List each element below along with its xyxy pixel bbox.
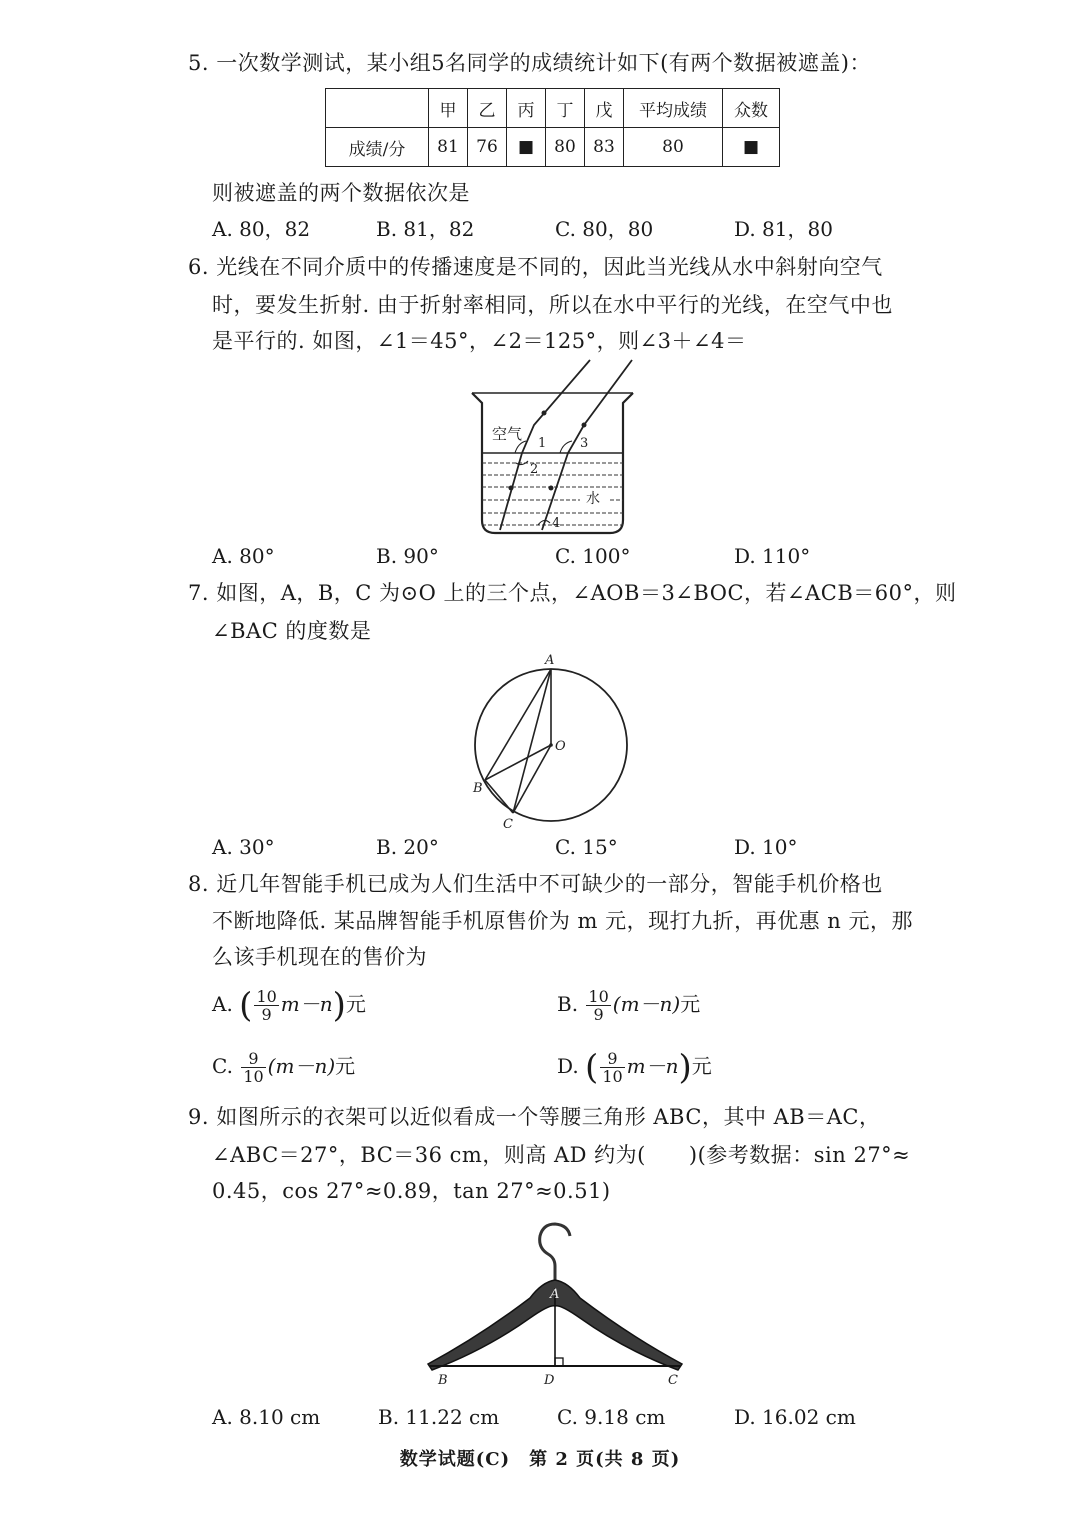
point-o-label: O [555,739,566,754]
point-a-label: A [545,653,555,668]
table-header-cell [326,89,429,128]
point-b-label: B [438,1373,448,1388]
q9-option-a: A. 8.10 cm [212,1405,321,1429]
q7-line-2: ∠BAC 的度数是 [212,619,372,643]
option-expression: (m－n) [267,1054,336,1078]
fraction-denominator: 9 [261,1005,272,1024]
q5-question: 则被遮盖的两个数据依次是 [212,181,470,205]
q5-option-d: D. 81，80 [734,217,833,241]
table-cell-masked: ■ [507,128,546,167]
q6-line-1: 6. 光线在不同介质中的传播速度是不同的，因此当光线从水中斜射向空气 [188,255,883,279]
q7-circle-figure [465,650,640,830]
angle-1-label: 1 [538,436,547,451]
option-letter: D. [557,1054,579,1078]
option-letter: C. [212,1054,233,1078]
q9-line-1: 9. 如图所示的衣架可以近似看成一个等腰三角形 ABC，其中 AB＝AC， [188,1105,881,1129]
fraction [600,1050,624,1085]
table-cell: 76 [468,128,507,167]
q7-line-1: 7. 如图，A，B，C 为⊙O 上的三个点，∠AOB＝3∠BOC，若∠ACB＝60°，则 [188,581,957,605]
q6-beaker-figure [460,355,650,545]
q8-option-d [557,1047,712,1088]
q9-line-2: ∠ABC＝27°，BC＝36 cm，则高 AD 约为( )(参考数据：sin 27°≈ [212,1143,911,1167]
fraction-denominator: 10 [243,1067,264,1086]
fraction-numerator: 9 [600,1050,624,1068]
fraction [241,1050,265,1085]
table-cell: 83 [585,128,624,167]
q5-stem: 5. 一次数学测试，某小组5名同学的成绩统计如下(有两个数据被遮盖)： [188,51,871,75]
option-unit: 元 [680,992,701,1016]
point-c-label: C [503,817,513,830]
table-cell: 80 [546,128,585,167]
fraction [586,988,610,1023]
angle-2-label: 2 [530,462,539,477]
fraction-denominator: 10 [602,1067,623,1086]
table-header-row [326,89,780,128]
q7-option-a: A. 30° [212,835,275,859]
table-header-cell: 戊 [585,89,624,128]
q6-option-b: B. 90° [376,544,439,568]
option-unit: 元 [691,1054,712,1078]
q9-hanger-figure [420,1218,690,1390]
q5-score-table [325,88,780,167]
fraction-numerator: 10 [256,987,277,1006]
q7-option-c: C. 15° [555,835,618,859]
table-cell-masked: ■ [723,128,780,167]
fraction-denominator: 9 [593,1005,604,1024]
q6-option-c: C. 100° [555,544,631,568]
q6-option-a: A. 80° [212,544,275,568]
fraction-numerator: 9 [241,1050,265,1068]
q5-option-c: C. 80，80 [555,217,654,241]
point-d-label: D [544,1373,555,1388]
option-letter: B. [557,992,579,1016]
option-expression: m－n [626,1054,679,1078]
angle-3-label: 3 [580,436,589,451]
q7-option-b: B. 20° [376,835,439,859]
table-row [326,128,780,167]
option-unit: 元 [335,1054,356,1078]
page-footer: 数学试题(C) 第 2 页(共 8 页) [399,1449,681,1470]
q9-option-b: B. 11.22 cm [378,1405,500,1429]
table-header-cell: 丙 [507,89,546,128]
paren-open: ( [585,1047,599,1088]
option-unit: 元 [345,992,366,1016]
table-header-cell: 甲 [429,89,468,128]
q6-line-3: 是平行的. 如图，∠1＝45°，∠2＝125°，则∠3＋∠4＝ [212,329,747,353]
table-header-cell: 众数 [723,89,780,128]
fraction [254,988,278,1023]
water-label: 水 [586,491,600,507]
option-letter: A. [212,992,233,1016]
q8-line-1: 8. 近几年智能手机已成为人们生活中不可缺少的一部分，智能手机价格也 [188,872,883,896]
q7-option-d: D. 10° [734,835,798,859]
q8-option-a [212,985,366,1026]
q8-option-c [212,1050,355,1085]
air-label: 空气 [492,425,523,443]
point-c-label: C [668,1373,678,1388]
option-expression: (m－n) [612,992,681,1016]
q9-option-c: C. 9.18 cm [557,1405,666,1429]
point-a-label: A [550,1287,560,1302]
table-row-label: 成绩/分 [326,128,429,167]
paren-open: ( [239,985,253,1026]
q9-line-3: 0.45，cos 27°≈0.89，tan 27°≈0.51) [212,1179,611,1203]
option-expression: m－n [280,992,333,1016]
table-cell: 81 [429,128,468,167]
q9-option-d: D. 16.02 cm [734,1405,856,1429]
table-header-cell: 乙 [468,89,507,128]
table-cell: 80 [624,128,723,167]
paren-close: ) [332,985,346,1026]
point-b-label: B [473,781,483,796]
table-header-cell: 平均成绩 [624,89,723,128]
q6-line-2: 时，要发生折射. 由于折射率相同，所以在水中平行的光线，在空气中也 [212,293,893,317]
q8-option-b [557,988,700,1023]
q5-option-a: A. 80，82 [212,217,311,241]
fraction-numerator: 10 [588,987,609,1006]
paren-close: ) [678,1047,692,1088]
q5-option-b: B. 81，82 [376,217,475,241]
q8-line-2: 不断地降低. 某品牌智能手机原售价为 m 元，现打九折，再优惠 n 元，那 [212,909,913,933]
angle-4-label: 4 [552,516,561,531]
table-header-cell: 丁 [546,89,585,128]
q6-option-d: D. 110° [734,544,811,568]
q8-line-3: 么该手机现在的售价为 [212,945,427,969]
